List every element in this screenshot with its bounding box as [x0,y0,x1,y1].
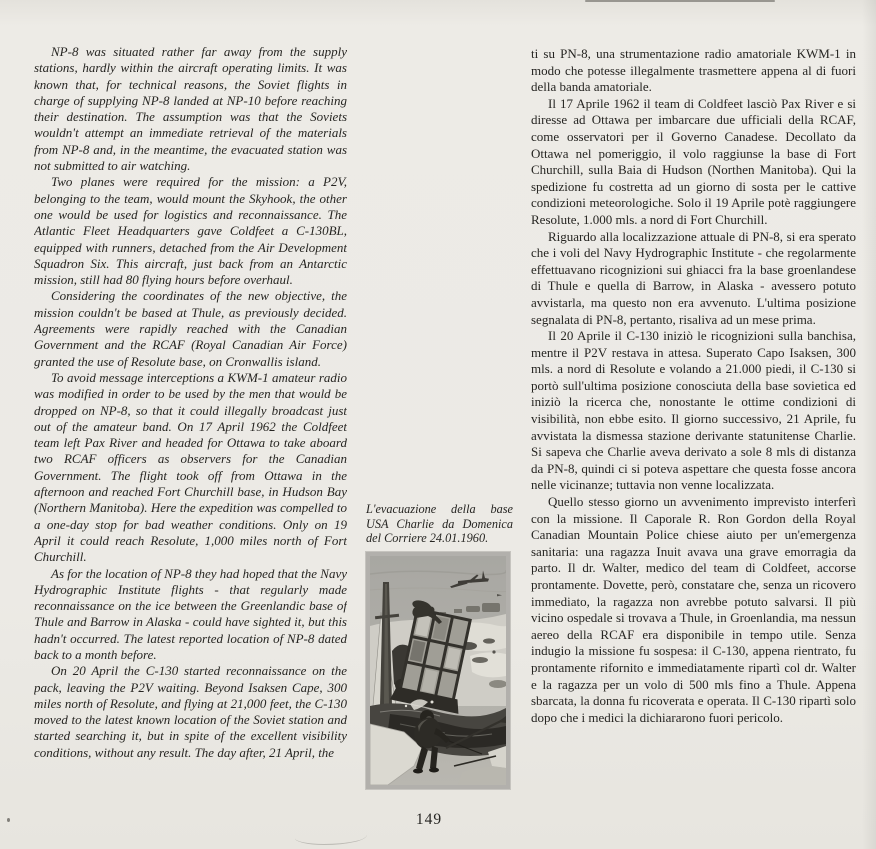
paragraph: NP-8 was situated rather far away from the supply stations, hardly within the aircraft operating limits. It was known that, for technical reasons, the Soviet flights in charge of supplying NP-8 landed at NP-10 before reaching their destination. The assumption was that the Soviets wouldn't attempt an immediate retrieval of the materials from NP-8 and, in the meantime, the evacuated station was not submitted to air watching. [34,44,347,174]
paragraph: Considering the coordinates of the new objective, the mission couldn't be based at Thule, as previously decided. Agreements were rapidly reached with the Canadian Government and the RCAF (Royal Canadian Air Force) granted the use of Resolute base, on Cronwallis island. [34,288,347,369]
paragraph: On 20 April the C-130 started reconnaissance on the pack, leaving the P2V waiting. Beyond Isaksen Cape, 300 miles north of Resolute, and flying at 21,000 feet, the C-130 moved to the latest known location of the Soviet station and started searching it, but in spite of the excellent visibility conditions, without any result. The day after, 21 April, the [34,663,347,760]
paragraph: Two planes were required for the mission: a P2V, belonging to the team, would mount the Skyhook, the other one would be used for logistics and reconnaissance. The Atlantic Fleet Headquarters gave Coldfeet a C-130BL, equipped with runners, detached from the Air Development Squadron Six. This aircraft, just back from an Antarctic mission, still had 80 flying hours before overhaul. [34,174,347,288]
illustration-artwork [370,556,506,785]
page-number: 149 [415,811,443,828]
page-edge-shadow [862,0,876,849]
page-curl-mark [295,828,367,845]
paragraph: To avoid message interceptions a KWM-1 amateur radio was modified in order to be used by the men that would be dropped on NP-8, so that it could illegally broadcast just out of the amateur band. On 17 April 1962 the Coldfeet team left Pax River and headed for Ottawa to take aboard two RCAF officers as observers for the Canadian Government. The flight took off from Ottawa in the afternoon and reached Fort Churchill base, in Hudson Bay (Northern Manitoba). Here the expedition was compelled to a one-day stop for bad weather conditions. Only on 19 April it could reach Resolute, 1,000 miles north of Fort Churchill. [34,369,347,565]
illustration-caption: L'evacuazione della base USA Charlie da Domenica del Corriere 24.01.1960. [366,502,513,546]
right-column-italian [531,46,856,806]
paragraph: ti su PN-8, una strumentazione radio amatoriale KWM-1 in modo che potesse illegalmente trasmettere appena al di fuori della banda amatoriale. [531,46,856,95]
paragraph: Riguardo alla localizzazione attuale di PN-8, si era sperato che i voli del Navy Hydrographic Institute - che regolarmente effettuavano ricognizioni sui ghiacci fra la base groenlandese di Thule e quella di Barrow, in Alaska - avessero potuto avvistarla, ma questo non era avvenuto. L'ultima posizione segnalata di PN-8, pertanto, risaliva ad un mese prima. [531,228,856,327]
scan-artifact-line [585,0,775,2]
paragraph: Quello stesso giorno un avvenimento imprevisto interferì con la missione. Il Caporale R. Ron Gordon della Royal Canadian Mountain Police chiese aiuto per un'emergenza sanitaria: una ragazza Inuit avava una grave emorragia da parto. Il dr. Walter, medico del team di Coldfeet, accorse prontamente. Dovette, però, constatare che, senza un ricovero immediato, la ragazza non avrebbe potuto salvarsi. Il più vicino ospedale si trovava a Thule, in Groenlandia, ma nessun aereo della RCAF era disponibile in tempo utile. Senza indugio la missione fu sospesa: il C-130, appena rientrato, fu prontamente rifornito e immediatamente ripartì col dr. Walter e la ragazza per un volo di 500 mls fino a Thule. Appena sbarcata, la donna fu ricoverata e operata. Il C-130 ripartì solo dopo che i medici la dichiararono fuori pericolo. [531,494,856,725]
paragraph: As for the location of NP-8 they had hoped that the Navy Hydrographic Institute flights - that regularly made reconnaissance on the ice between the Greenlandic base of Thule and Barrow in Alaska - could have sighted it, but this hadn't occurred. The latest reported location of NP-8 dated back to a month before. [34,565,347,662]
paragraph: Il 20 Aprile il C-130 iniziò le ricognizioni sulla banchisa, mentre il P2V restava in attesa. Superato Capo Isaksen, 300 mls. a nord di Resolute e volando a 21.000 piedi, il C-130 si portò sull'ultima posizione conosciuta della base sovietica ed iniziò la ricerca che, nonostante le ottime condizioni di visibilità, non ebbe esito. Il giorno successivo, 21 Aprile, fu avvistata la dismessa stazione derivante statunitense Charlie. Si sapeva che Charlie aveva derivato a sole 8 mls di distanza da PN-8, quindi ci si poteva aspettare che questa fosse ancora nelle vicinanze; tuttavia non venne localizzata. [531,328,856,493]
scan-speck [7,818,10,822]
left-column-english [34,44,347,806]
paragraph: Il 17 Aprile 1962 il team di Coldfeet lasciò Pax River e si diresse ad Ottawa per imbarcare due ufficiali della RCAF, come osservatori per il Governo Canadese. Decollato da Ottawa nel pomeriggio, il volo raggiunse la base di Fort Churchill, sulla Baia di Hudson (Northen Manitoba). Qui la spedizione fu costretta ad un giorno di sosta per le cattive condizioni meteorologiche. Solo il 19 Aprile potè raggiungere Resolute, 1.000 mls. a nord di Fort Churchill. [531,95,856,227]
illustration-evacuation-base-charlie [365,551,511,790]
